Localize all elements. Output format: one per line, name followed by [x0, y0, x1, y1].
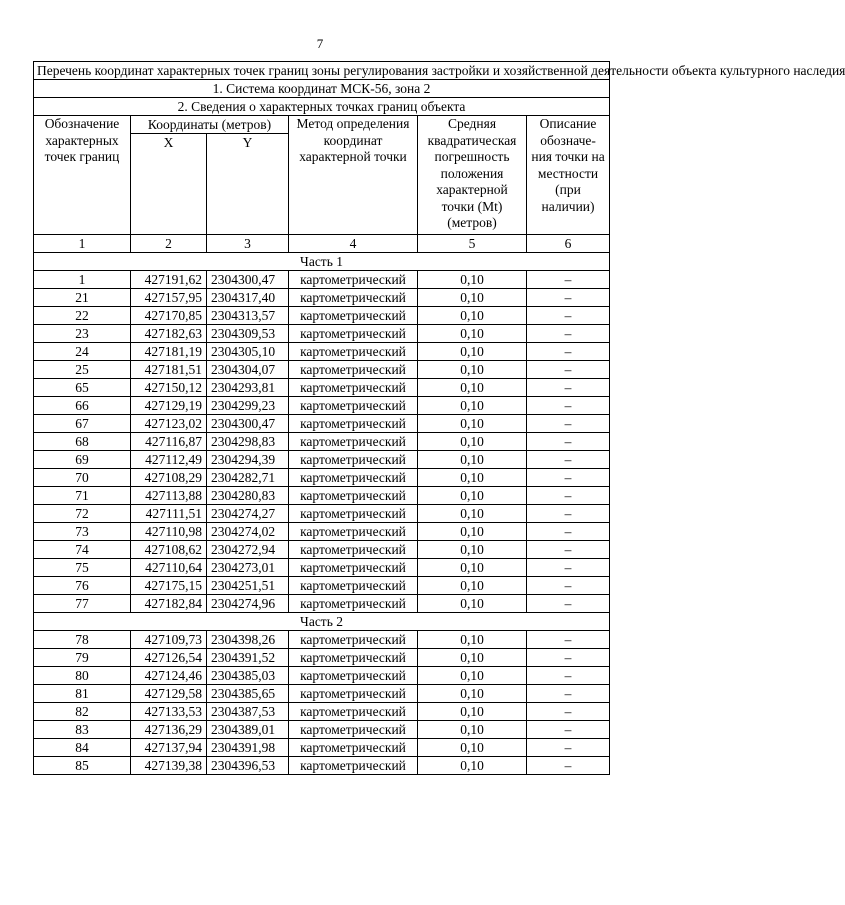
error-cell: 0,10 — [418, 667, 527, 685]
error-cell: 0,10 — [418, 757, 527, 775]
description-cell: – — [527, 577, 610, 595]
method-cell: картометрический — [289, 721, 418, 739]
table-row — [34, 649, 610, 667]
description-cell: – — [527, 361, 610, 379]
table-row — [34, 757, 610, 775]
y-coordinate-cell: 2304282,71 — [207, 469, 289, 487]
method-cell: картометрический — [289, 649, 418, 667]
method-cell: картометрический — [289, 379, 418, 397]
method-cell: картометрический — [289, 523, 418, 541]
x-coordinate-cell: 427123,02 — [131, 415, 207, 433]
table-row — [34, 559, 610, 577]
error-cell: 0,10 — [418, 631, 527, 649]
description-cell: – — [527, 559, 610, 577]
y-coordinate-cell: 2304294,39 — [207, 451, 289, 469]
table-row — [34, 325, 610, 343]
x-coordinate-cell: 427108,29 — [131, 469, 207, 487]
description-cell: – — [527, 667, 610, 685]
error-cell: 0,10 — [418, 649, 527, 667]
method-cell: картометрический — [289, 271, 418, 289]
point-id-cell: 78 — [34, 631, 131, 649]
x-coordinate-cell: 427109,73 — [131, 631, 207, 649]
point-id-cell: 70 — [34, 469, 131, 487]
error-cell: 0,10 — [418, 703, 527, 721]
y-coordinate-cell: 2304385,03 — [207, 667, 289, 685]
y-coordinate-cell: 2304309,53 — [207, 325, 289, 343]
x-coordinate-cell: 427181,51 — [131, 361, 207, 379]
point-id-cell: 1 — [34, 271, 131, 289]
error-cell: 0,10 — [418, 739, 527, 757]
point-id-cell: 24 — [34, 343, 131, 361]
x-coordinate-cell: 427191,62 — [131, 271, 207, 289]
error-cell: 0,10 — [418, 559, 527, 577]
method-cell: картометрический — [289, 361, 418, 379]
error-cell: 0,10 — [418, 451, 527, 469]
description-cell: – — [527, 289, 610, 307]
point-id-cell: 74 — [34, 541, 131, 559]
point-id-cell: 68 — [34, 433, 131, 451]
column-number: 6 — [527, 235, 610, 253]
point-id-cell: 84 — [34, 739, 131, 757]
table-row — [34, 595, 610, 613]
table-row — [34, 433, 610, 451]
point-id-cell: 23 — [34, 325, 131, 343]
header-x: X — [131, 134, 207, 235]
method-cell: картометрический — [289, 451, 418, 469]
description-cell: – — [527, 739, 610, 757]
x-coordinate-cell: 427108,62 — [131, 541, 207, 559]
description-cell: – — [527, 469, 610, 487]
y-coordinate-cell: 2304274,96 — [207, 595, 289, 613]
description-cell: – — [527, 325, 610, 343]
y-coordinate-cell: 2304398,26 — [207, 631, 289, 649]
y-coordinate-cell: 2304273,01 — [207, 559, 289, 577]
description-cell: – — [527, 487, 610, 505]
point-id-cell: 85 — [34, 757, 131, 775]
column-number: 2 — [131, 235, 207, 253]
description-cell: – — [527, 685, 610, 703]
y-coordinate-cell: 2304272,94 — [207, 541, 289, 559]
part-header-row — [34, 613, 610, 631]
point-id-cell: 22 — [34, 307, 131, 325]
error-cell: 0,10 — [418, 487, 527, 505]
y-coordinate-cell: 2304280,83 — [207, 487, 289, 505]
description-cell: – — [527, 433, 610, 451]
description-cell: – — [527, 379, 610, 397]
y-coordinate-cell: 2304293,81 — [207, 379, 289, 397]
method-cell: картометрический — [289, 757, 418, 775]
error-cell: 0,10 — [418, 361, 527, 379]
point-id-cell: 81 — [34, 685, 131, 703]
point-id-cell: 71 — [34, 487, 131, 505]
method-cell: картометрический — [289, 325, 418, 343]
x-coordinate-cell: 427116,87 — [131, 433, 207, 451]
method-cell: картометрический — [289, 595, 418, 613]
description-cell: – — [527, 631, 610, 649]
method-cell: картометрический — [289, 289, 418, 307]
error-cell: 0,10 — [418, 325, 527, 343]
method-cell: картометрический — [289, 541, 418, 559]
error-cell: 0,10 — [418, 595, 527, 613]
description-cell: – — [527, 757, 610, 775]
method-cell: картометрический — [289, 703, 418, 721]
error-cell: 0,10 — [418, 469, 527, 487]
table-row — [34, 505, 610, 523]
table-row — [34, 577, 610, 595]
error-cell: 0,10 — [418, 685, 527, 703]
table-row — [34, 631, 610, 649]
header-y: Y — [207, 134, 289, 235]
table-row — [34, 541, 610, 559]
error-cell: 0,10 — [418, 289, 527, 307]
description-cell: – — [527, 541, 610, 559]
y-coordinate-cell: 2304313,57 — [207, 307, 289, 325]
error-cell: 0,10 — [418, 721, 527, 739]
table-row — [34, 667, 610, 685]
point-id-cell: 66 — [34, 397, 131, 415]
coordinate-system: 1. Система координат МСК-56, зона 2 — [34, 80, 610, 98]
method-cell: картометрический — [289, 667, 418, 685]
table-row — [34, 739, 610, 757]
error-cell: 0,10 — [418, 505, 527, 523]
y-coordinate-cell: 2304317,40 — [207, 289, 289, 307]
column-number: 4 — [289, 235, 418, 253]
description-cell: – — [527, 307, 610, 325]
method-cell: картометрический — [289, 505, 418, 523]
y-coordinate-cell: 2304396,53 — [207, 757, 289, 775]
column-number: 5 — [418, 235, 527, 253]
method-cell: картометрический — [289, 631, 418, 649]
x-coordinate-cell: 427113,88 — [131, 487, 207, 505]
x-coordinate-cell: 427124,46 — [131, 667, 207, 685]
x-coordinate-cell: 427112,49 — [131, 451, 207, 469]
x-coordinate-cell: 427175,15 — [131, 577, 207, 595]
y-coordinate-cell: 2304391,98 — [207, 739, 289, 757]
point-id-cell: 83 — [34, 721, 131, 739]
header-point-designation: Обозначение характерных точек границ — [34, 116, 131, 235]
table-row — [34, 397, 610, 415]
method-cell: картометрический — [289, 343, 418, 361]
point-id-cell: 82 — [34, 703, 131, 721]
point-id-cell: 25 — [34, 361, 131, 379]
point-id-cell: 80 — [34, 667, 131, 685]
x-coordinate-cell: 427129,58 — [131, 685, 207, 703]
x-coordinate-cell: 427139,38 — [131, 757, 207, 775]
error-cell: 0,10 — [418, 541, 527, 559]
method-cell: картометрический — [289, 577, 418, 595]
y-coordinate-cell: 2304274,27 — [207, 505, 289, 523]
y-coordinate-cell: 2304300,47 — [207, 271, 289, 289]
header-method: Метод определения координат характерной точки — [289, 116, 418, 235]
table-row — [34, 721, 610, 739]
description-cell: – — [527, 271, 610, 289]
method-cell: картометрический — [289, 469, 418, 487]
x-coordinate-cell: 427111,51 — [131, 505, 207, 523]
method-cell: картометрический — [289, 559, 418, 577]
description-cell: – — [527, 343, 610, 361]
y-coordinate-cell: 2304251,51 — [207, 577, 289, 595]
y-coordinate-cell: 2304299,23 — [207, 397, 289, 415]
x-coordinate-cell: 427126,54 — [131, 649, 207, 667]
table-row — [34, 523, 610, 541]
x-coordinate-cell: 427110,98 — [131, 523, 207, 541]
y-coordinate-cell: 2304274,02 — [207, 523, 289, 541]
x-coordinate-cell: 427110,64 — [131, 559, 207, 577]
description-cell: – — [527, 397, 610, 415]
y-coordinate-cell: 2304298,83 — [207, 433, 289, 451]
x-coordinate-cell: 427157,95 — [131, 289, 207, 307]
header-error: Средняя квадратическая погрешность положения характерной точки (Mt) (метров) — [418, 116, 527, 235]
point-id-cell: 65 — [34, 379, 131, 397]
part-label: Часть 1 — [34, 253, 610, 271]
x-coordinate-cell: 427133,53 — [131, 703, 207, 721]
x-coordinate-cell: 427136,29 — [131, 721, 207, 739]
method-cell: картометрический — [289, 685, 418, 703]
table-row — [34, 343, 610, 361]
x-coordinate-cell: 427182,84 — [131, 595, 207, 613]
table-row — [34, 307, 610, 325]
x-coordinate-cell: 427170,85 — [131, 307, 207, 325]
x-coordinate-cell: 427137,94 — [131, 739, 207, 757]
point-id-cell: 21 — [34, 289, 131, 307]
table-row — [34, 289, 610, 307]
table-row — [34, 379, 610, 397]
table-row — [34, 469, 610, 487]
description-cell: – — [527, 523, 610, 541]
method-cell: картометрический — [289, 433, 418, 451]
page-number: 7 — [316, 36, 324, 51]
table-row — [34, 451, 610, 469]
x-coordinate-cell: 427182,63 — [131, 325, 207, 343]
part-header-row — [34, 253, 610, 271]
point-id-cell: 79 — [34, 649, 131, 667]
method-cell: картометрический — [289, 739, 418, 757]
part-label: Часть 2 — [34, 613, 610, 631]
error-cell: 0,10 — [418, 577, 527, 595]
table-row — [34, 415, 610, 433]
table-row — [34, 361, 610, 379]
x-coordinate-cell: 427181,19 — [131, 343, 207, 361]
table-row — [34, 703, 610, 721]
header-coordinates: Координаты (метров) — [131, 116, 289, 134]
y-coordinate-cell: 2304304,07 — [207, 361, 289, 379]
error-cell: 0,10 — [418, 415, 527, 433]
y-coordinate-cell: 2304387,53 — [207, 703, 289, 721]
description-cell: – — [527, 721, 610, 739]
error-cell: 0,10 — [418, 523, 527, 541]
table-row — [34, 487, 610, 505]
point-id-cell: 77 — [34, 595, 131, 613]
column-number: 3 — [207, 235, 289, 253]
y-coordinate-cell: 2304389,01 — [207, 721, 289, 739]
error-cell: 0,10 — [418, 271, 527, 289]
point-id-cell: 76 — [34, 577, 131, 595]
description-cell: – — [527, 415, 610, 433]
point-id-cell: 67 — [34, 415, 131, 433]
y-coordinate-cell: 2304385,65 — [207, 685, 289, 703]
error-cell: 0,10 — [418, 343, 527, 361]
point-id-cell: 73 — [34, 523, 131, 541]
y-coordinate-cell: 2304305,10 — [207, 343, 289, 361]
description-cell: – — [527, 451, 610, 469]
error-cell: 0,10 — [418, 379, 527, 397]
error-cell: 0,10 — [418, 397, 527, 415]
column-number: 1 — [34, 235, 131, 253]
x-coordinate-cell: 427129,19 — [131, 397, 207, 415]
error-cell: 0,10 — [418, 433, 527, 451]
section-heading: 2. Сведения о характерных точках границ объекта — [34, 98, 610, 116]
description-cell: – — [527, 595, 610, 613]
error-cell: 0,10 — [418, 307, 527, 325]
point-id-cell: 75 — [34, 559, 131, 577]
y-coordinate-cell: 2304391,52 — [207, 649, 289, 667]
y-coordinate-cell: 2304300,47 — [207, 415, 289, 433]
description-cell: – — [527, 703, 610, 721]
method-cell: картометрический — [289, 307, 418, 325]
coordinates-table — [33, 61, 845, 775]
header-description: Описание обозначе-ния точки на местности (при наличии) — [527, 116, 610, 235]
method-cell: картометрический — [289, 397, 418, 415]
table-row — [34, 271, 610, 289]
x-coordinate-cell: 427150,12 — [131, 379, 207, 397]
table-row — [34, 685, 610, 703]
method-cell: картометрический — [289, 487, 418, 505]
description-cell: – — [527, 649, 610, 667]
point-id-cell: 72 — [34, 505, 131, 523]
point-id-cell: 69 — [34, 451, 131, 469]
method-cell: картометрический — [289, 415, 418, 433]
table-title: Перечень координат характерных точек границ зоны регулирования застройки и хозяйственной деятельности объекта культурного наследия — [34, 62, 610, 80]
description-cell: – — [527, 505, 610, 523]
